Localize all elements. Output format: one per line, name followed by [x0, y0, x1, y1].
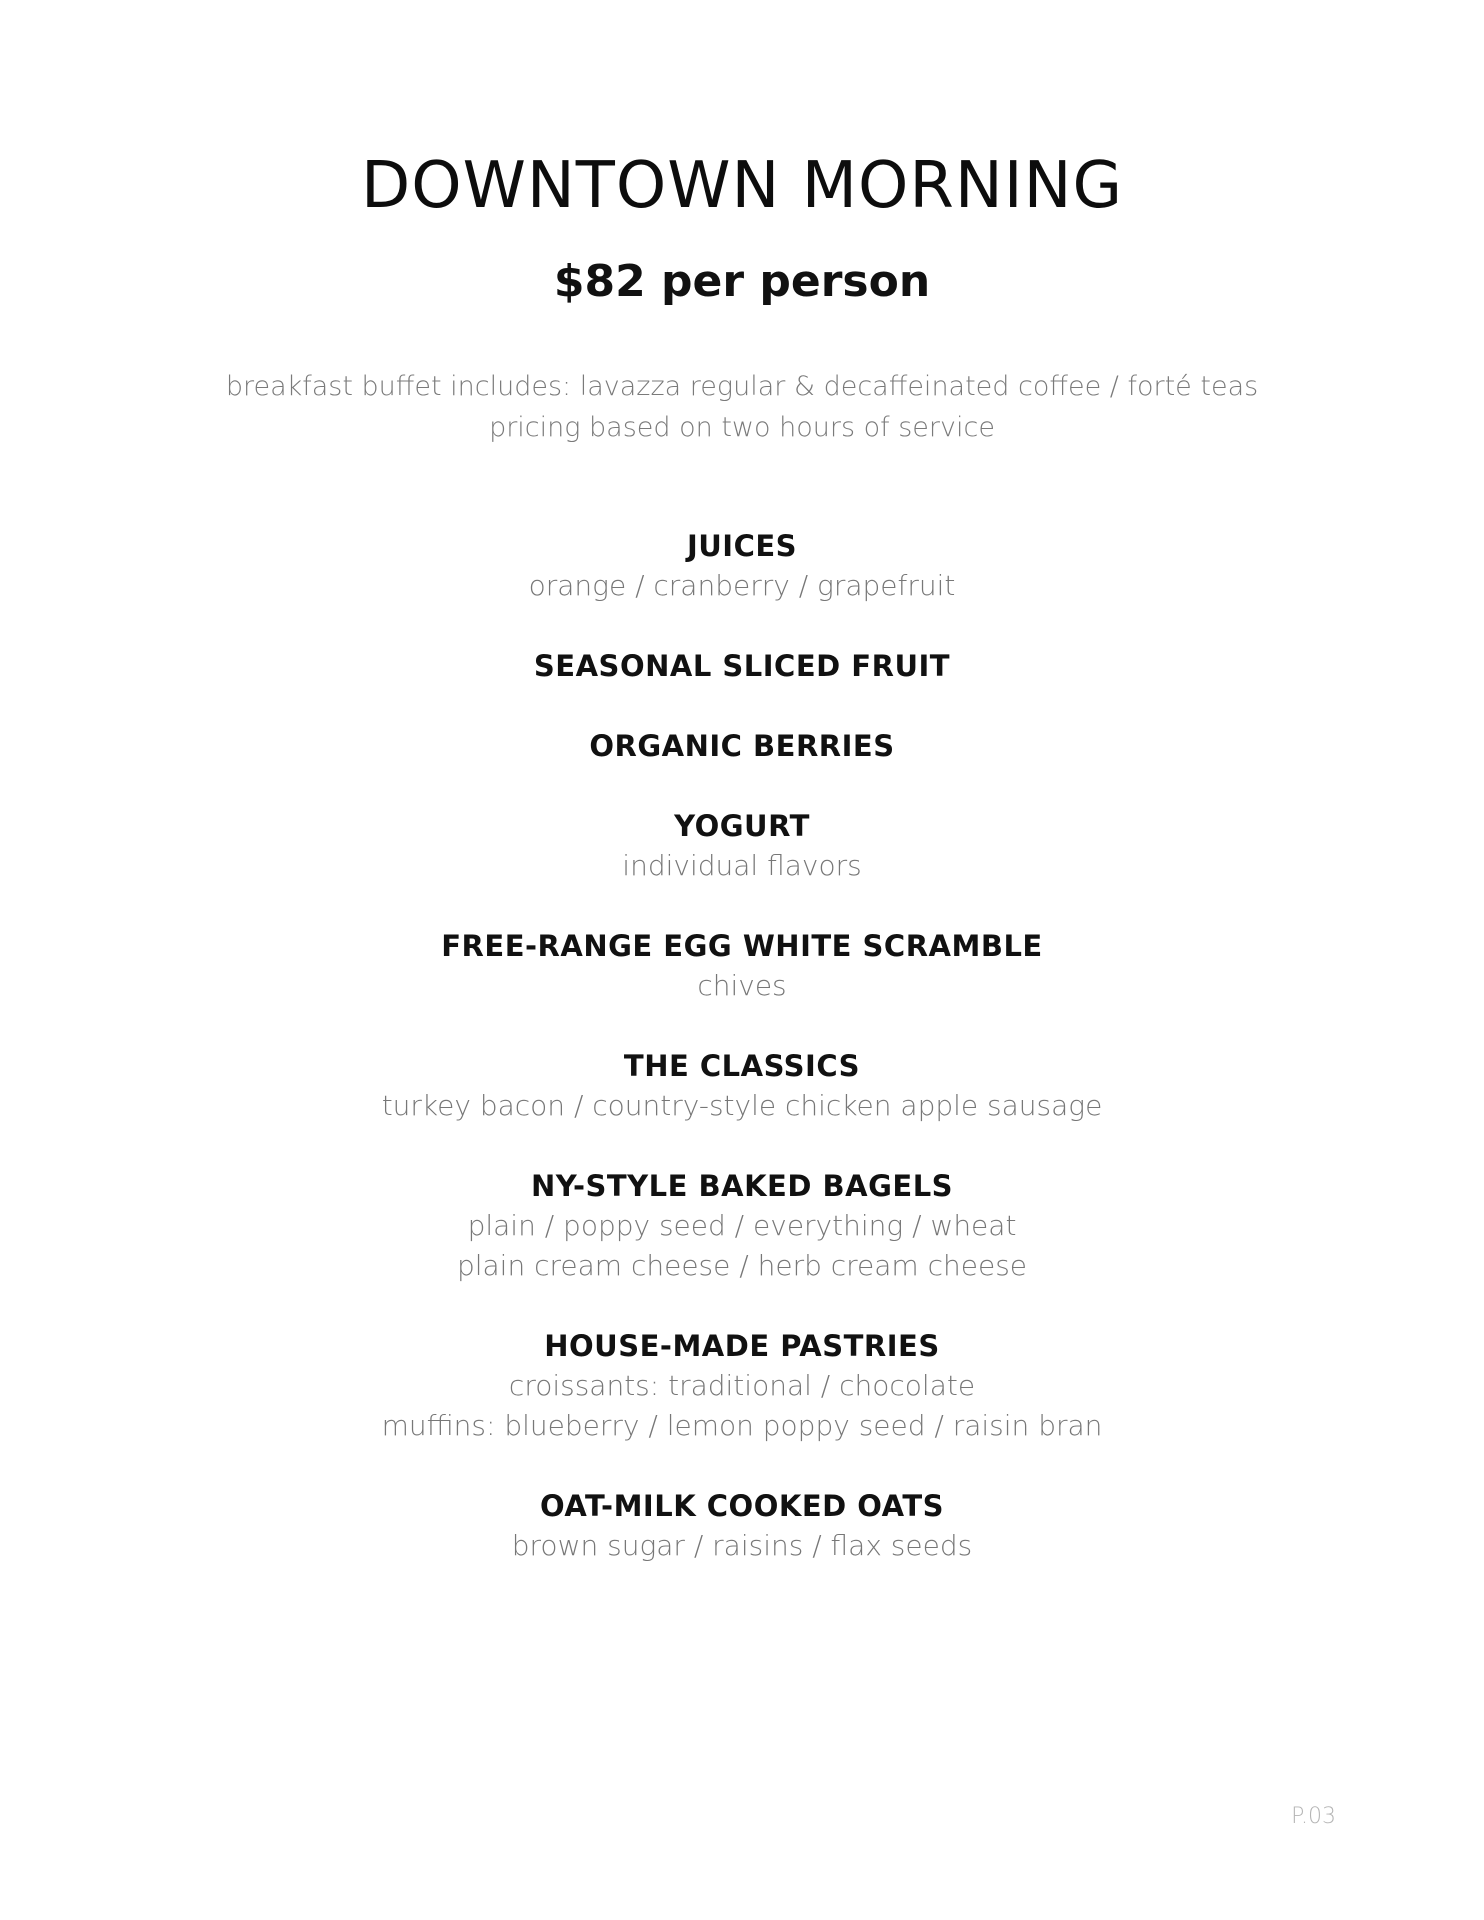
pricing-note: pricing based on two hours of service: [489, 412, 995, 443]
menu-item-egg-white-scramble: [0, 926, 1484, 1006]
menu-items-list: [0, 526, 1484, 1566]
service-description: [0, 366, 1484, 448]
menu-item-detail: muffins: blueberry / lemon poppy seed / raisin bran: [381, 1409, 1103, 1442]
menu-item-name: NY-STYLE BAKED BAGELS: [530, 1169, 954, 1203]
menu-item-name: YOGURT: [674, 809, 810, 843]
menu-item-bagels: [0, 1166, 1484, 1286]
page-number: P.03: [1291, 1804, 1336, 1829]
includes-line: breakfast buffet includes: lavazza regular & decaffeinated coffee / forté teas: [225, 371, 1259, 402]
menu-item-detail: croissants: traditional / chocolate: [508, 1369, 976, 1402]
menu-item-name: SEASONAL SLICED FRUIT: [533, 649, 951, 683]
menu-item-pastries: [0, 1326, 1484, 1446]
menu-item-the-classics: [0, 1046, 1484, 1126]
menu-item-detail: brown sugar / raisins / flax seeds: [511, 1529, 973, 1562]
menu-item-detail: plain cream cheese / herb cream cheese: [456, 1249, 1028, 1282]
menu-item-detail: individual flavors: [622, 849, 862, 882]
page-title: DOWNTOWN MORNING: [360, 149, 1124, 223]
menu-item-name: HOUSE-MADE PASTRIES: [544, 1329, 940, 1363]
menu-item-name: ORGANIC BERRIES: [589, 729, 895, 763]
menu-item-name: FREE-RANGE EGG WHITE SCRAMBLE: [441, 929, 1043, 963]
menu-item-juices: [0, 526, 1484, 606]
menu-item-organic-berries: [0, 726, 1484, 766]
menu-item-detail: orange / cranberry / grapefruit: [528, 569, 956, 602]
menu-item-detail: turkey bacon / country-style chicken apple sausage: [381, 1089, 1103, 1122]
menu-item-yogurt: [0, 806, 1484, 886]
menu-item-detail: chives: [697, 969, 787, 1002]
menu-item-name: JUICES: [686, 529, 798, 563]
menu-item-name: OAT-MILK COOKED OATS: [539, 1489, 945, 1523]
menu-item-detail: plain / poppy seed / everything / wheat: [467, 1209, 1017, 1242]
menu-item-seasonal-sliced-fruit: [0, 646, 1484, 686]
price-per-person: $82 per person: [553, 256, 931, 307]
menu-item-name: THE CLASSICS: [623, 1049, 861, 1083]
menu-item-oat-milk-oats: [0, 1486, 1484, 1566]
